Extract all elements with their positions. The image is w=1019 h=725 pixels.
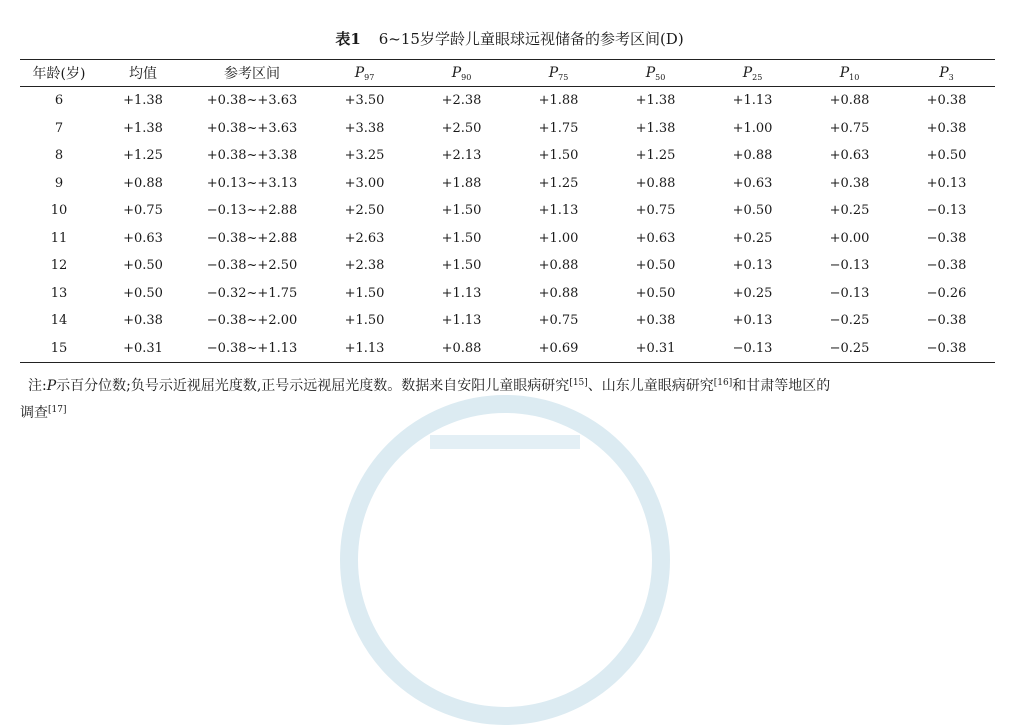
- table-cell: −0.13: [829, 258, 870, 274]
- table-cell: −0.13~+2.88: [206, 203, 298, 219]
- table-cell: +0.13: [732, 258, 773, 274]
- header-age: 年龄(岁): [32, 66, 86, 82]
- table-cell: 8: [54, 148, 64, 164]
- table-cell: +0.00: [829, 230, 870, 246]
- table-row: [20, 252, 995, 280]
- table-cell: −0.13: [829, 285, 870, 301]
- footnote-label: 注:: [28, 378, 47, 394]
- table-cell: +3.50: [344, 93, 385, 109]
- footnote-p-symbol: P: [46, 378, 57, 394]
- header-mean: 均值: [129, 66, 157, 82]
- table-body: [20, 87, 995, 363]
- table-cell: +0.38: [926, 120, 967, 136]
- table-cell: 10: [50, 203, 68, 219]
- table-cell: +1.38: [635, 93, 676, 109]
- table-cell: +1.50: [441, 203, 482, 219]
- table-cell: +1.13: [732, 93, 773, 109]
- table-cell: +0.38: [829, 175, 870, 191]
- footnote-text-2: 、山东儿童眼病研究: [587, 378, 714, 394]
- table-cell: +2.38: [344, 258, 385, 274]
- table-cell: +0.50: [926, 148, 967, 164]
- table-cell: −0.38~+2.88: [206, 230, 298, 246]
- table-cell: +0.88: [538, 285, 579, 301]
- table-cell: +0.88: [441, 340, 482, 356]
- table-cell: +0.50: [123, 258, 163, 274]
- table-cell: −0.25: [829, 313, 870, 329]
- table-cell: −0.13: [732, 340, 773, 356]
- footnote-text-3: 和甘肃等地区的: [732, 378, 831, 394]
- header-p10: $P_{10}$: [839, 64, 860, 82]
- citation-15[interactable]: [15]: [569, 378, 588, 388]
- table-cell: +0.88: [829, 93, 870, 109]
- table-cell: −0.38: [926, 230, 967, 246]
- table-cell: −0.26: [926, 285, 967, 301]
- table-cell: +1.25: [635, 148, 676, 164]
- table-number: 表1: [335, 30, 361, 48]
- table-row: [20, 280, 995, 308]
- table-cell: +0.13~+3.13: [206, 175, 298, 191]
- table-cell: +0.25: [732, 285, 773, 301]
- table-cell: +0.88: [123, 175, 163, 191]
- table-cell: +0.13: [926, 175, 967, 191]
- table-row: [20, 142, 995, 170]
- table-cell: +3.38: [344, 120, 385, 136]
- table-cell: +0.63: [732, 175, 773, 191]
- table-cell: −0.13: [926, 203, 967, 219]
- table-cell: 9: [54, 175, 64, 191]
- table-cell: +0.25: [732, 230, 773, 246]
- citation-16[interactable]: [16]: [713, 378, 733, 388]
- table-cell: +0.69: [538, 340, 579, 356]
- table-cell: +0.50: [635, 285, 676, 301]
- table-cell: +0.38~+3.63: [206, 93, 298, 109]
- table-cell: +0.25: [829, 203, 870, 219]
- table-cell: +1.50: [344, 285, 385, 301]
- table-cell: +2.50: [344, 203, 385, 219]
- table-cell: +3.00: [344, 175, 385, 191]
- table-cell: +0.88: [635, 175, 676, 191]
- table-cell: +0.31: [635, 340, 676, 356]
- table-cell: +0.38~+3.38: [206, 148, 298, 164]
- table-cell: −0.38: [926, 313, 967, 329]
- table-cell: +0.75: [829, 120, 870, 136]
- table-cell: 14: [50, 313, 68, 329]
- table-cell: +0.88: [538, 258, 579, 274]
- table-cell: +0.13: [732, 313, 773, 329]
- table-cell: +1.38: [123, 93, 163, 109]
- table-header-row: [20, 60, 995, 87]
- table-cell: +0.50: [635, 258, 676, 274]
- table-cell: −0.38~+1.13: [206, 340, 298, 356]
- citation-17[interactable]: [17]: [48, 405, 67, 415]
- table-cell: +1.25: [538, 175, 579, 191]
- table-cell: +0.63: [123, 230, 163, 246]
- table-cell: 12: [50, 258, 68, 274]
- table-cell: −0.38: [926, 258, 967, 274]
- table-cell: +0.75: [635, 203, 676, 219]
- table-row: [20, 225, 995, 253]
- table-cell: +1.00: [538, 230, 579, 246]
- table-footnote: [20, 371, 998, 425]
- header-p90: $P_{90}$: [451, 64, 472, 82]
- table-caption: [0, 28, 1019, 49]
- table-cell: +1.00: [732, 120, 773, 136]
- table-cell: −0.38~+2.50: [206, 258, 298, 274]
- table-cell: 6: [54, 93, 64, 109]
- table-cell: +2.63: [344, 230, 385, 246]
- footnote-text-4: 调查: [20, 405, 48, 421]
- table-cell: +1.13: [441, 313, 482, 329]
- table-cell: +1.50: [441, 230, 482, 246]
- table-cell: +0.38~+3.63: [206, 120, 298, 136]
- table-row: [20, 197, 995, 225]
- table-cell: 13: [50, 285, 68, 301]
- table-cell: +0.63: [829, 148, 870, 164]
- table-cell: +0.31: [123, 340, 163, 356]
- header-p50: $P_{50}$: [645, 64, 666, 82]
- header-p25: $P_{25}$: [742, 64, 763, 82]
- header-p75: $P_{75}$: [548, 64, 569, 82]
- table-cell: +1.38: [635, 120, 676, 136]
- table-cell: −0.32~+1.75: [206, 285, 298, 301]
- table-cell: +1.88: [441, 175, 482, 191]
- table-row: [20, 115, 995, 143]
- table-cell: +0.50: [732, 203, 773, 219]
- table-cell: +3.25: [344, 148, 385, 164]
- table-cell: +0.63: [635, 230, 676, 246]
- table-cell: +0.38: [926, 93, 967, 109]
- table-cell: −0.38~+2.00: [206, 313, 298, 329]
- header-p3: $P_3$: [939, 64, 954, 82]
- table-cell: +0.38: [635, 313, 676, 329]
- table-row: [20, 87, 995, 115]
- table-cell: 11: [50, 230, 68, 246]
- table-cell: +1.50: [538, 148, 579, 164]
- table-cell: +2.50: [441, 120, 482, 136]
- table-row: [20, 170, 995, 198]
- table-cell: −0.38: [926, 340, 967, 356]
- table-cell: +0.75: [123, 203, 163, 219]
- table-cell: −0.25: [829, 340, 870, 356]
- table-cell: +1.13: [441, 285, 482, 301]
- table-cell: +0.50: [123, 285, 163, 301]
- table-cell: +0.75: [538, 313, 579, 329]
- table-cell: +0.88: [732, 148, 773, 164]
- table-row: [20, 335, 995, 363]
- footnote-text-1: 示百分位数;负号示近视屈光度数,正号示远视屈光度数。数据来自安阳儿童眼病研究: [56, 378, 570, 394]
- table-cell: +0.38: [123, 313, 163, 329]
- table-cell: 7: [54, 120, 64, 136]
- table-cell: +2.13: [441, 148, 482, 164]
- table-cell: +1.50: [344, 313, 385, 329]
- table-cell: +1.38: [123, 120, 163, 136]
- table-cell: 15: [50, 340, 68, 356]
- table-cell: +1.75: [538, 120, 579, 136]
- header-reference-range: 参考区间: [224, 66, 280, 82]
- table-cell: +1.25: [123, 148, 163, 164]
- table-cell: +1.13: [344, 340, 385, 356]
- reference-interval-table: [20, 59, 995, 363]
- table-cell: +1.50: [441, 258, 482, 274]
- table-cell: +1.13: [538, 203, 579, 219]
- background-watermark-bar: [430, 435, 580, 489]
- table-title: 6~15岁学龄儿童眼球远视储备的参考区间(D): [378, 30, 684, 48]
- table-row: [20, 307, 995, 335]
- header-p97: $P_{97}$: [354, 64, 375, 82]
- table-cell: +2.38: [441, 93, 482, 109]
- table-cell: +1.88: [538, 93, 579, 109]
